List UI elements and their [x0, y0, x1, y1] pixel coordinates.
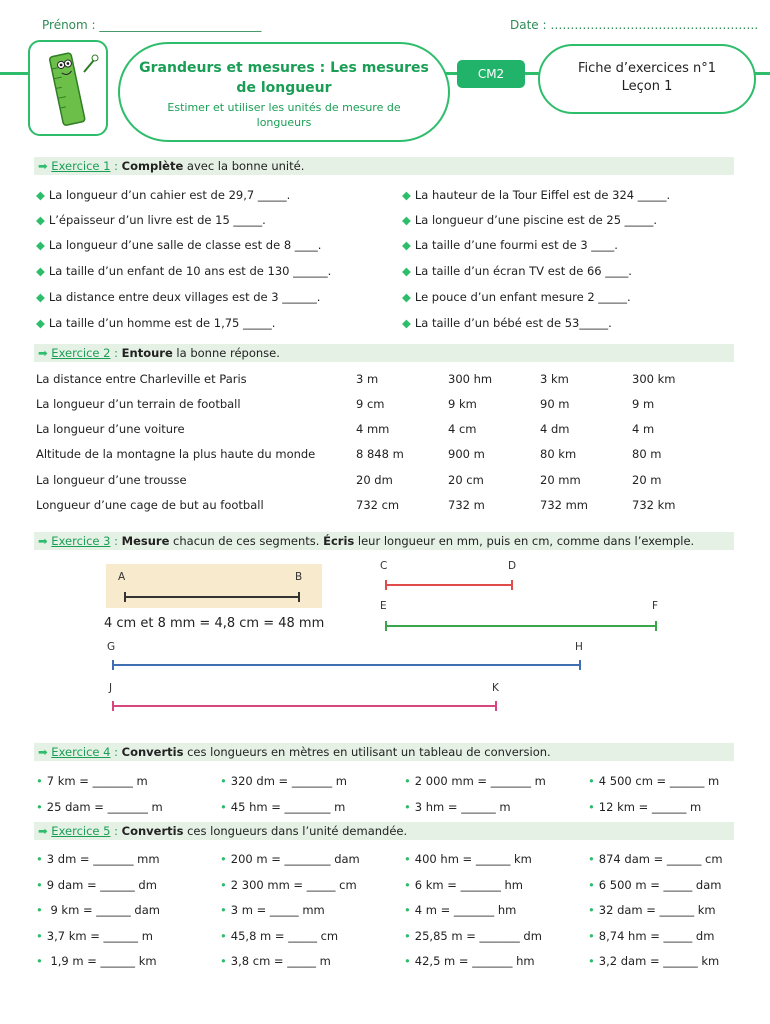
- answer-option[interactable]: 4 dm: [540, 422, 570, 436]
- item-text: La hauteur de la Tour Eiffel est de 324 _____.: [414, 188, 671, 202]
- row-label: La longueur d’une voiture: [36, 422, 185, 436]
- item-text: La taille d’un bébé est de 53_____.: [414, 316, 612, 330]
- answer-option[interactable]: 4 mm: [356, 422, 390, 436]
- conversion-item: [220, 800, 345, 814]
- item-text: 25,85 m = _______ dm: [414, 929, 542, 943]
- ruler-mascot-icon: [30, 42, 106, 134]
- exercise-4-header: [34, 743, 734, 761]
- bullet-icon: •: [36, 774, 43, 788]
- bullet-icon: •: [36, 878, 43, 892]
- exercise-number: Exercice 4: [51, 745, 111, 759]
- item-text: 2 300 mm = _____ cm: [230, 878, 357, 892]
- row-label: Altitude de la montagne la plus haute du monde: [36, 447, 316, 461]
- answer-option[interactable]: 8 848 m: [356, 447, 404, 461]
- bullet-icon: ◆: [36, 290, 45, 304]
- fiche-number: Fiche d’exercices n°1: [578, 61, 716, 76]
- segment-ef: [385, 625, 657, 627]
- item-text: 4 m = _______ hm: [414, 903, 517, 917]
- item-text: 4 500 cm = ______ m: [598, 774, 720, 788]
- exercise-number: Exercice 3: [51, 534, 111, 548]
- point-label: E: [380, 600, 387, 612]
- separator: :: [114, 824, 122, 838]
- item-text: 32 dam = ______ km: [598, 903, 716, 917]
- row-label: La longueur d’une trousse: [36, 473, 187, 487]
- list-item: [36, 213, 266, 227]
- example-answer: 4 cm et 8 mm = 4,8 cm = 48 mm: [104, 616, 325, 631]
- answer-option[interactable]: 20 dm: [356, 473, 393, 487]
- item-text: 42,5 m = _______ hm: [414, 954, 535, 968]
- point-label: D: [508, 560, 517, 572]
- bullet-icon: •: [404, 878, 411, 892]
- conversion-item: [220, 929, 338, 943]
- answer-option[interactable]: 20 m: [632, 473, 662, 487]
- exercise-1-header: [34, 157, 734, 175]
- bullet-icon: •: [220, 903, 227, 917]
- bullet-icon: •: [220, 878, 227, 892]
- answer-option[interactable]: 4 m: [632, 422, 655, 436]
- lesson-number: Leçon 1: [621, 79, 673, 94]
- point-label: B: [295, 571, 303, 583]
- instruction-verb: Entoure: [121, 346, 173, 360]
- answer-option[interactable]: 300 km: [632, 372, 676, 386]
- conversion-item: [220, 774, 347, 788]
- bullet-icon: ◆: [36, 213, 45, 227]
- bullet-icon: ◆: [402, 238, 411, 252]
- bullet-icon: ◆: [402, 264, 411, 278]
- lesson-title-line2: de longueur: [236, 80, 332, 96]
- separator: :: [114, 346, 122, 360]
- list-item: [36, 290, 320, 304]
- conversion-item: [36, 852, 160, 866]
- item-text: 200 m = ________ dam: [230, 852, 360, 866]
- answer-option[interactable]: 732 km: [632, 498, 676, 512]
- instruction-text: ces longueurs en mètres en utilisant un tableau de conversion.: [183, 745, 551, 759]
- bullet-icon: ◆: [36, 238, 45, 252]
- conversion-item: [36, 929, 153, 943]
- instruction-verb: Mesure: [121, 534, 170, 548]
- answer-option[interactable]: 3 m: [356, 372, 379, 386]
- mascot-box: [28, 40, 108, 136]
- bullet-icon: •: [220, 800, 227, 814]
- bullet-icon: •: [404, 774, 411, 788]
- answer-option[interactable]: 732 cm: [356, 498, 400, 512]
- item-text: 3 m = _____ mm: [230, 903, 325, 917]
- point-label: J: [109, 682, 113, 694]
- item-text: Le pouce d’un enfant mesure 2 _____.: [414, 290, 631, 304]
- instruction-verb: Écris: [323, 534, 355, 548]
- arrow-right-icon: ➡: [38, 534, 48, 548]
- conversion-item: [588, 852, 723, 866]
- separator: :: [114, 534, 122, 548]
- item-text: 874 dam = ______ cm: [598, 852, 723, 866]
- list-item: [402, 213, 657, 227]
- prenom-field: Prénom : ___________________________: [42, 18, 262, 32]
- list-item: [36, 264, 331, 278]
- bullet-icon: ◆: [402, 316, 411, 330]
- list-item: [36, 316, 275, 330]
- exercise-number: Exercice 5: [51, 824, 111, 838]
- item-text: 9 dam = ______ dm: [46, 878, 157, 892]
- bullet-icon: •: [588, 852, 595, 866]
- bullet-icon: •: [404, 929, 411, 943]
- conversion-item: [220, 878, 357, 892]
- bullet-icon: •: [588, 878, 595, 892]
- bullet-icon: •: [220, 852, 227, 866]
- bullet-icon: •: [588, 774, 595, 788]
- lesson-subtitle-line2: longueurs: [256, 116, 312, 129]
- bullet-icon: •: [588, 954, 595, 968]
- item-text: La longueur d’une piscine est de 25 _____.: [414, 213, 658, 227]
- bullet-icon: •: [404, 852, 411, 866]
- conversion-item: [588, 800, 701, 814]
- item-text: 2 000 mm = _______ m: [414, 774, 546, 788]
- instruction-text: avec la bonne unité.: [183, 159, 305, 173]
- bullet-icon: •: [220, 929, 227, 943]
- bullet-icon: •: [36, 954, 43, 968]
- conversion-item: [36, 800, 163, 814]
- item-text: 6 km = _______ hm: [414, 878, 523, 892]
- conversion-item: [588, 903, 716, 917]
- answer-option[interactable]: 20 cm: [448, 473, 484, 487]
- exercise-5-header: [34, 822, 734, 840]
- conversion-item: [220, 852, 360, 866]
- segment-jk: [112, 705, 497, 707]
- conversion-item: [404, 903, 516, 917]
- row-label: La distance entre Charleville et Paris: [36, 372, 247, 386]
- answer-option[interactable]: 732 m: [448, 498, 485, 512]
- instruction-verb: Convertis: [121, 824, 184, 838]
- conversion-item: [404, 954, 535, 968]
- item-text: 25 dam = _______ m: [46, 800, 163, 814]
- conversion-item: [36, 903, 160, 917]
- item-text: L’épaisseur d’un livre est de 15 _____.: [48, 213, 266, 227]
- answer-option[interactable]: 9 cm: [356, 397, 385, 411]
- item-text: 12 km = ______ m: [598, 800, 702, 814]
- answer-option[interactable]: 20 mm: [540, 473, 581, 487]
- item-text: 320 dm = _______ m: [230, 774, 347, 788]
- exercise-number: Exercice 2: [51, 346, 111, 360]
- bullet-icon: •: [588, 929, 595, 943]
- conversion-item: [404, 800, 511, 814]
- bullet-icon: ◆: [402, 213, 411, 227]
- segment-ab: [124, 596, 300, 598]
- point-label: C: [380, 560, 388, 572]
- instruction-verb: Convertis: [121, 745, 184, 759]
- instruction-verb: Complète: [121, 159, 184, 173]
- answer-option[interactable]: 900 m: [448, 447, 485, 461]
- instruction-text: ces longueurs dans l’unité demandée.: [183, 824, 408, 838]
- point-label: A: [118, 571, 126, 583]
- exercise-2-header: [34, 344, 734, 362]
- conversion-item: [588, 774, 719, 788]
- conversion-item: [588, 929, 714, 943]
- answer-option[interactable]: 80 m: [632, 447, 662, 461]
- list-item: [402, 188, 670, 202]
- bullet-icon: •: [220, 774, 227, 788]
- conversion-item: [404, 929, 542, 943]
- item-text: 3 dm = _______ mm: [46, 852, 160, 866]
- bullet-icon: ◆: [402, 290, 411, 304]
- item-text: 6 500 m = _____ dam: [598, 878, 722, 892]
- example-box: [106, 564, 322, 608]
- item-text: 400 hm = ______ km: [414, 852, 532, 866]
- item-text: La taille d’un enfant de 10 ans est de 130 ______.: [48, 264, 332, 278]
- bullet-icon: •: [36, 903, 43, 917]
- list-item: [402, 238, 618, 252]
- separator: :: [114, 159, 122, 173]
- list-item: [402, 290, 631, 304]
- conversion-item: [220, 903, 325, 917]
- bullet-icon: •: [220, 954, 227, 968]
- bullet-icon: •: [404, 903, 411, 917]
- item-text: La longueur d’un cahier est de 29,7 _____.: [48, 188, 291, 202]
- conversion-item: [404, 852, 532, 866]
- conversion-item: [36, 954, 157, 968]
- bullet-icon: •: [404, 954, 411, 968]
- item-text: 45 hm = ________ m: [230, 800, 346, 814]
- bullet-icon: •: [36, 800, 43, 814]
- point-label: F: [652, 600, 659, 612]
- bullet-icon: •: [36, 852, 43, 866]
- item-text: La distance entre deux villages est de 3 ______.: [48, 290, 321, 304]
- bullet-icon: •: [404, 800, 411, 814]
- exercise-3-header: [34, 532, 734, 550]
- bullet-icon: ◆: [36, 188, 45, 202]
- item-text: 8,74 hm = _____ dm: [598, 929, 715, 943]
- point-label: H: [575, 641, 583, 653]
- list-item: [402, 264, 632, 278]
- bullet-icon: ◆: [402, 188, 411, 202]
- answer-option[interactable]: 732 mm: [540, 498, 589, 512]
- lesson-title-line1: Grandeurs et mesures : Les mesures: [139, 60, 429, 76]
- segment-gh: [112, 664, 581, 666]
- item-text: 7 km = _______ m: [46, 774, 148, 788]
- answer-option[interactable]: 90 m: [540, 397, 570, 411]
- arrow-right-icon: ➡: [38, 346, 48, 360]
- date-field: Date : …………………………………………….: [510, 18, 759, 32]
- title-oval: [118, 42, 450, 142]
- item-text: 3,2 dam = ______ km: [598, 954, 720, 968]
- answer-option[interactable]: 4 cm: [448, 422, 477, 436]
- item-text: 1,9 m = ______ km: [46, 954, 157, 968]
- instruction-text: la bonne réponse.: [172, 346, 280, 360]
- point-label: G: [107, 641, 116, 653]
- conversion-item: [220, 954, 331, 968]
- instruction-text: chacun de ces segments.: [169, 534, 324, 548]
- item-text: La taille d’un écran TV est de 66 ____.: [414, 264, 632, 278]
- conversion-item: [36, 878, 157, 892]
- exercise-number: Exercice 1: [51, 159, 111, 173]
- item-text: 9 km = ______ dam: [46, 903, 160, 917]
- item-text: 3,8 cm = _____ m: [230, 954, 331, 968]
- bullet-icon: •: [588, 903, 595, 917]
- row-label: La longueur d’un terrain de football: [36, 397, 241, 411]
- list-item: [36, 238, 321, 252]
- conversion-item: [588, 878, 721, 892]
- arrow-right-icon: ➡: [38, 824, 48, 838]
- conversion-item: [404, 878, 523, 892]
- arrow-right-icon: ➡: [38, 745, 48, 759]
- conversion-item: [36, 774, 148, 788]
- row-label: Longueur d’une cage de but au football: [36, 498, 264, 512]
- item-text: 3,7 km = ______ m: [46, 929, 153, 943]
- separator: :: [114, 745, 122, 759]
- conversion-item: [588, 954, 719, 968]
- level-badge: CM2: [457, 60, 525, 88]
- bullet-icon: •: [588, 800, 595, 814]
- item-text: 45,8 m = _____ cm: [230, 929, 339, 943]
- answer-option[interactable]: 80 km: [540, 447, 577, 461]
- fiche-oval: [538, 44, 756, 114]
- item-text: La taille d’un homme est de 1,75 _____.: [48, 316, 276, 330]
- list-item: [36, 188, 290, 202]
- answer-option[interactable]: 300 hm: [448, 372, 493, 386]
- item-text: La longueur d’une salle de classe est de 8 ____.: [48, 238, 322, 252]
- segment-cd: [385, 584, 513, 586]
- instruction-text: leur longueur en mm, puis en cm, comme dans l’exemple.: [354, 534, 695, 548]
- conversion-item: [404, 774, 546, 788]
- bullet-icon: ◆: [36, 316, 45, 330]
- item-text: 3 hm = ______ m: [414, 800, 511, 814]
- answer-option[interactable]: 9 km: [448, 397, 477, 411]
- lesson-subtitle-line1: Estimer et utiliser les unités de mesure de: [167, 101, 401, 114]
- answer-option[interactable]: 9 m: [632, 397, 655, 411]
- answer-option[interactable]: 3 km: [540, 372, 569, 386]
- point-label: K: [492, 682, 499, 694]
- bullet-icon: ◆: [36, 264, 45, 278]
- arrow-right-icon: ➡: [38, 159, 48, 173]
- bullet-icon: •: [36, 929, 43, 943]
- item-text: La taille d’une fourmi est de 3 ____.: [414, 238, 618, 252]
- list-item: [402, 316, 612, 330]
